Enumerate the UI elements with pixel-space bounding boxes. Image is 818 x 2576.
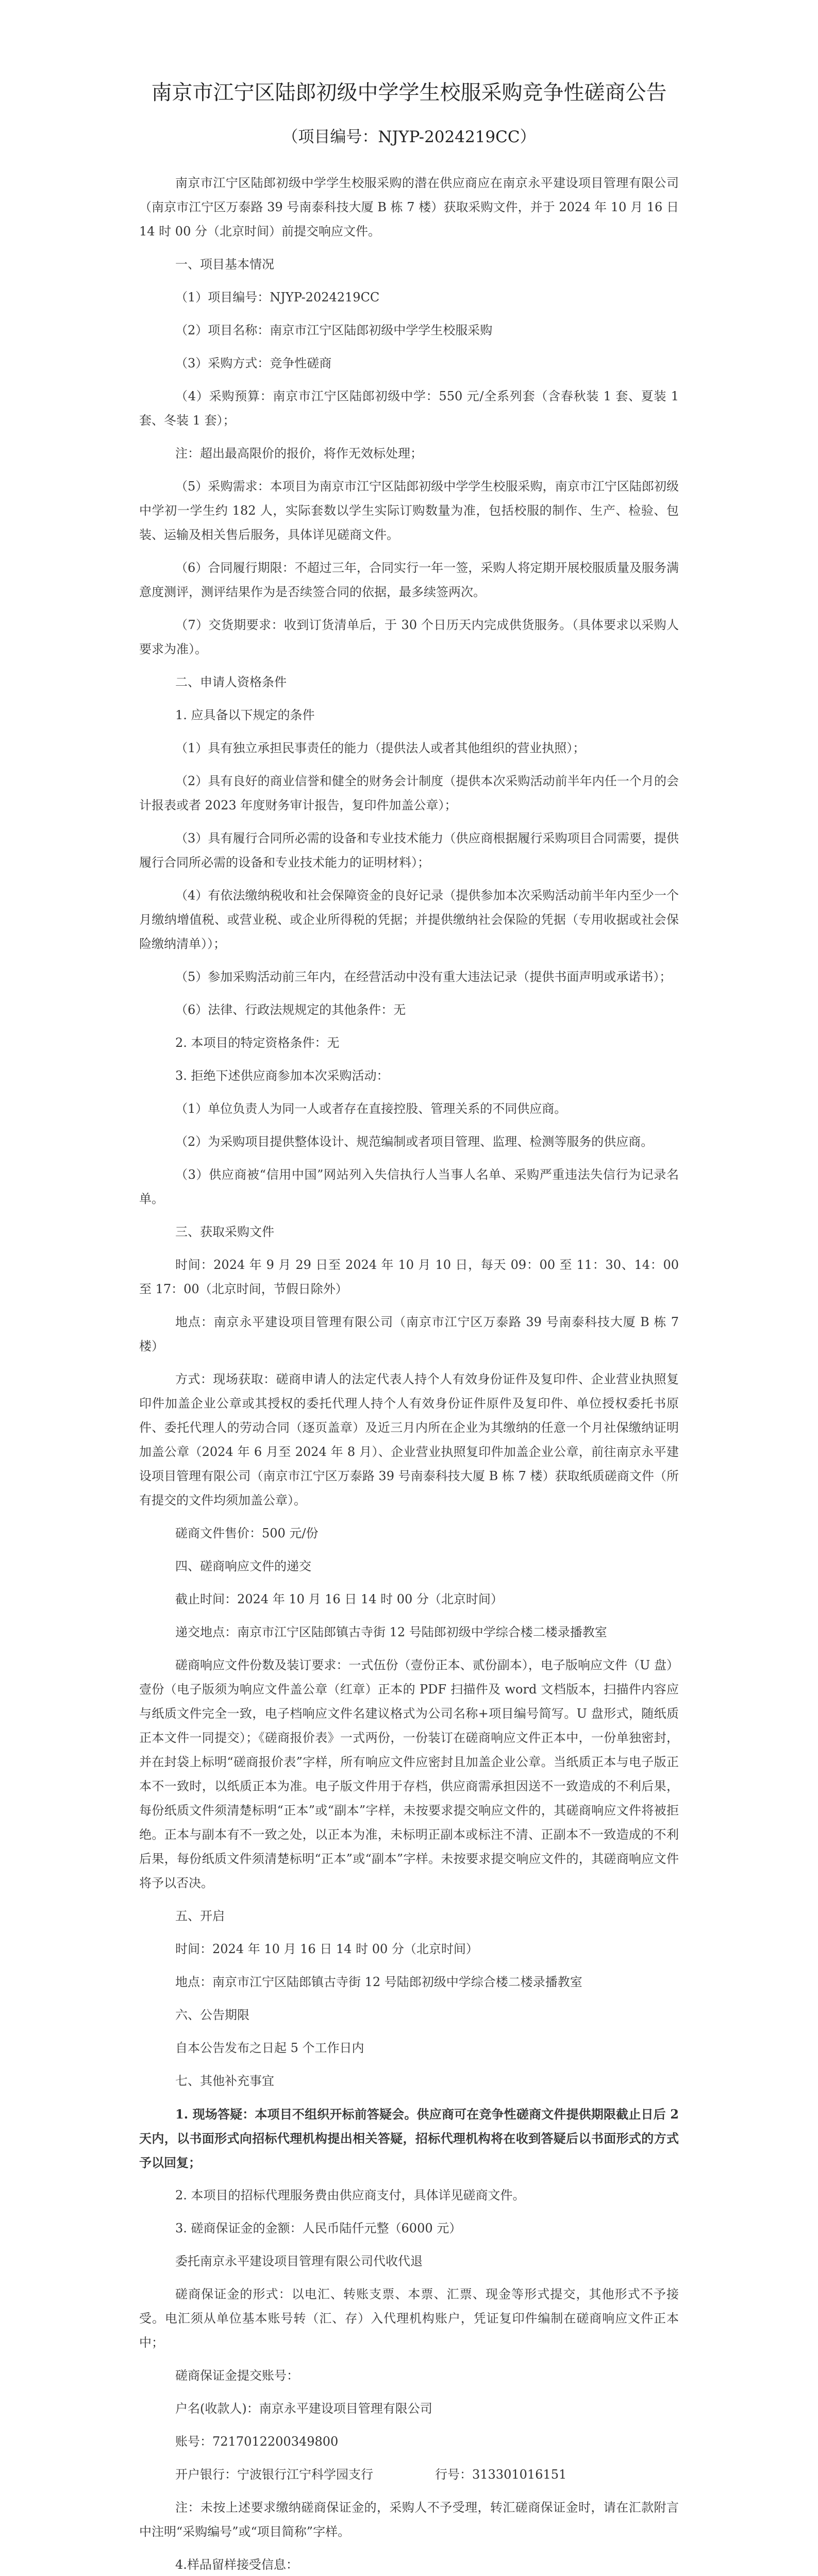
s2-item-11: （2）为采购项目提供整体设计、规范编制或者项目管理、监理、检测等服务的供应商。 — [175, 1134, 654, 1149]
s1-item-method: （3）采购方式：竞争性磋商 — [175, 356, 332, 370]
s2-item-9: 3. 拒绝下述供应商参加本次采购活动： — [175, 1069, 389, 1083]
s2-item-6: （5）参加采购活动前三年内，在经营活动中没有重大违法记录（提供书面声明或承诺书）； — [175, 970, 672, 984]
s3-time: 时间：2024 年 9 月 29 日至 2024 年 10 月 10 日，每天 09：00 至 11：30、14：00 至 17：00（北京时间，节假日除外） — [139, 1258, 679, 1296]
s3-method: 方式：现场获取：磋商申请人的法定代表人持个人有效身份证件及复印件、企业营业执照复印件加盖企业公章或其授权的委托代理人持个人有效身份证件原件及复印件、单位授权委托书原件、委托代理人的劳动合同（逐页盖章）及近三月内所在企业为其缴纳的任意一个月社保缴纳证明加盖公章（2024 年 6 月至 2024 年 8 月）、企业营业执照复印件加盖企业公章，前往南京永平建设项目管理有限公司（南京市江宁区万泰路 39 号南泰科技大厦 B 栋 7 楼）获取纸质磋商文件（所有提交的文件均须加盖公章）。 — [139, 1372, 679, 1507]
s6-text: 自本公告发布之日起 5 个工作日内 — [175, 2041, 364, 2055]
s1-item-delivery: （7）交货期要求：收到订货清单后，于 30 个日历天内完成供货服务。（具体要求以采购人要求为准）。 — [139, 618, 679, 656]
s7-deposit-receiver: 委托南京永平建设项目管理有限公司代收代退 — [175, 2254, 423, 2268]
s1-item-requirement: （5）采购需求：本项目为南京市江宁区陆郎初级中学学生校服采购，南京市江宁区陆郎初级中学初一学生约 182 人，实际套数以学生实际订购数量为准，包括校服的制作、生产、检验、包装、运输及相关售后服务，具体详见磋商文件。 — [139, 479, 679, 542]
s2-item-5: （4）有依法缴纳税收和社会保障资金的良好记录（提供参加本次采购活动前半年内至少一个月缴纳增值税、或营业税、或企业所得税的凭据；并提供缴纳社会保险的凭据（专用收据或社会保险缴纳清单））； — [139, 888, 679, 951]
s2-item-8: 2. 本项目的特定资格条件：无 — [175, 1036, 340, 1050]
s7-bank-spacer — [373, 2467, 435, 2482]
announcement-document — [139, 77, 679, 2576]
section-1-heading: 一、项目基本情况 — [175, 257, 274, 272]
s7-deposit-title: 3. 磋商保证金的金额：人民币陆仟元整（6000 元） — [175, 2221, 462, 2235]
section-6-heading: 六、公告期限 — [175, 2008, 249, 2022]
s5-time: 时间：2024 年 10 月 16 日 14 时 00 分（北京时间） — [175, 1942, 478, 1956]
section-2-heading: 二、申请人资格条件 — [175, 675, 287, 689]
project-number-subtitle: （项目编号：NJYP-2024219CC） — [282, 128, 536, 146]
s2-item-1: 1. 应具备以下规定的条件 — [175, 708, 315, 722]
s1-item-name: （2）项目名称：南京市江宁区陆郎初级中学学生校服采购 — [175, 323, 493, 337]
s1-item-code: （1）项目编号：NJYP-2024219CC — [175, 290, 380, 304]
s2-item-7: （6）法律、行政法规规定的其他条件：无 — [175, 1003, 406, 1017]
s2-item-3: （2）具有良好的商业信誉和健全的财务会计制度（提供本次采购活动前半年内任一个月的会计报表或者 2023 年度财务审计报告，复印件加盖公章）； — [139, 774, 679, 812]
s7-qa-notice: 1. 现场答疑：本项目不组织开标前答疑会。供应商可在竞争性磋商文件提供期限截止日后 2 天内，以书面形式向招标代理机构提出相关答疑，招标代理机构将在收到答疑后以书面形式的方式予以回复； — [139, 2107, 679, 2170]
s3-place: 地点：南京永平建设项目管理有限公司（南京市江宁区万泰路 39 号南泰科技大厦 B 栋 7 楼） — [139, 1315, 679, 1353]
s1-item-contract-period: （6）合同履行期限：不超过三年，合同实行一年一签，采购人将定期开展校服质量及服务满意度测评，测评结果作为是否续签合同的依据，最多续签两次。 — [139, 561, 679, 599]
s7-account-title: 磋商保证金提交账号： — [175, 2368, 299, 2383]
page-title: 南京市江宁区陆郎初级中学学生校服采购竞争性磋商公告 — [151, 81, 667, 105]
s1-item-budget-note: 注：超出最高限价的报价，将作无效标处理； — [175, 446, 423, 461]
s2-item-4: （3）具有履行合同所必需的设备和专业技术能力（供应商根据履行采购项目合同需要，提供履行合同所必需的设备和专业技术能力的证明材料）； — [139, 831, 679, 870]
s7-account-number: 账号：7217012200349800 — [175, 2434, 339, 2449]
s7-bank-number: 行号：313301016151 — [435, 2467, 567, 2482]
s7-deposit-note: 注：未按上述要求缴纳磋商保证金的，采购人不予受理，转汇磋商保证金时，请在汇款附言中注明“采购编号”或“项目简称”字样。 — [139, 2500, 679, 2539]
s7-fee: 2. 本项目的招标代理服务费由供应商支付，具体详见磋商文件。 — [175, 2188, 525, 2202]
s3-price: 磋商文件售价：500 元/份 — [175, 1526, 319, 1540]
s2-item-10: （1）单位负责人为同一人或者存在直接控股、管理关系的不同供应商。 — [175, 1101, 567, 1116]
section-3-heading: 三、获取采购文件 — [175, 1225, 274, 1239]
s4-content: 磋商响应文件份数及装订要求：一式伍份（壹份正本、贰份副本），电子版响应文件（U 盘）壹份（电子版须为响应文件盖公章（红章）正本的 PDF 扫描件及 word 文档版本，扫描件内容应与纸质文件完全一致，电子档响应文件名建议格式为公司名称+项目编号简写。U 盘形式，随纸质正本文件一同提交）；《磋商报价表》一式两份，一份装订在磋商响应文件正本中，一份单独密封，并在封袋上标明“磋商报价表”字样，所有响应文件应密封且加盖企业公章。当纸质正本与电子版正本不一致时，以纸质正本为准。电子版文件用于存档，供应商需承担因送不一致造成的不利后果，每份纸质文件须清楚标明“正本”或“副本”字样，未按要求提交响应文件的，其磋商响应文件将被拒绝。正本与副本有不一致之处，以正本为准，未标明正副本或标注不清、正副本不一致造成的不利后果，每份纸质文件须清楚标明“正本”或“副本”字样。未按要求提交响应文件的，其磋商响应文件将予以否决。 — [139, 1658, 679, 1890]
section-7-heading: 七、其他补充事宜 — [175, 2074, 274, 2088]
s2-item-2: （1）具有独立承担民事责任的能力（提供法人或者其他组织的营业执照）； — [175, 741, 586, 755]
section-4-heading: 四、磋商响应文件的递交 — [175, 1559, 311, 1573]
s5-place: 地点：南京市江宁区陆郎镇古寺街 12 号陆郎初级中学综合楼二楼录播教室 — [175, 1975, 582, 1989]
section-5-heading: 五、开启 — [175, 1909, 225, 1923]
s7-sample-title: 4.样品留样接受信息： — [175, 2557, 298, 2572]
intro-paragraph: 南京市江宁区陆郎初级中学学生校服采购的潜在供应商应在南京永平建设项目管理有限公司（南京市江宁区万泰路 39 号南泰科技大厦 B 栋 7 楼）获取采购文件，并于 2024 年 10 月 16 日 14 时 00 分（北京时间）前提交响应文件。 — [139, 176, 679, 239]
s2-item-12: （3）供应商被“信用中国”网站列入失信执行人当事人名单、采购严重违法失信行为记录名单。 — [139, 1167, 679, 1206]
s4-place: 递交地点：南京市江宁区陆郎镇古寺街 12 号陆郎初级中学综合楼二楼录播教室 — [175, 1625, 607, 1639]
s4-deadline: 截止时间：2024 年 10 月 16 日 14 时 00 分（北京时间） — [175, 1592, 503, 1606]
s7-account-name: 户名(收款人)：南京永平建设项目管理有限公司 — [175, 2401, 432, 2416]
s7-deposit-rule: 磋商保证金的形式：以电汇、转账支票、本票、汇票、现金等形式提交，其他形式不予接受。电汇须从单位基本账号转（汇、存）入代理机构账户，凭证复印件编制在磋商响应文件正本中； — [139, 2287, 679, 2350]
s7-bank-line — [139, 2463, 679, 2487]
s1-item-budget: （4）采购预算：南京市江宁区陆郎初级中学：550 元/全系列套（含春秋装 1 套、夏装 1 套、冬装 1 套）； — [139, 389, 679, 428]
s7-bank-name: 开户银行：宁波银行江宁科学园支行 — [175, 2467, 373, 2482]
